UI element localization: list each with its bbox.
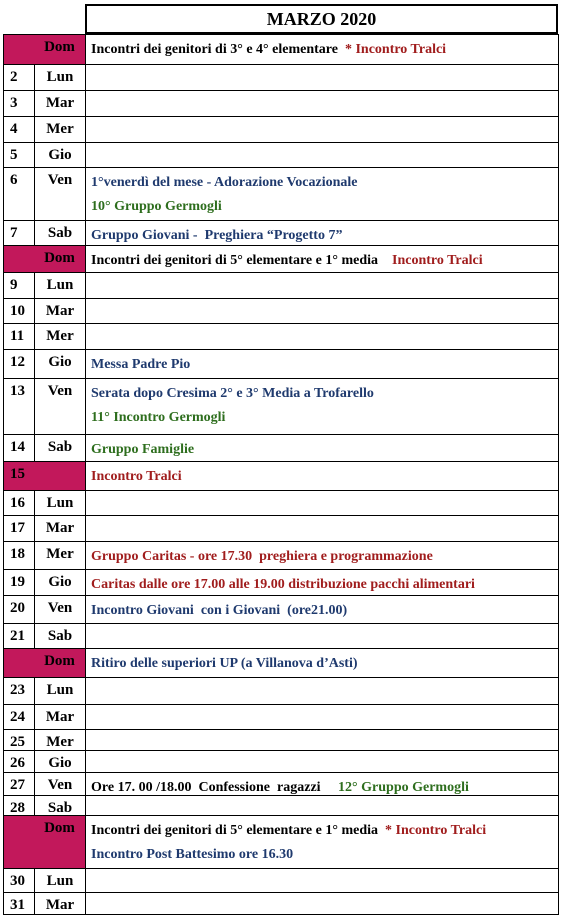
event-text: Messa Padre Pio [91,357,191,372]
day-name: Lun [34,64,86,91]
day-name: Ven [34,378,86,435]
day-events [85,298,559,324]
event-text: 12° Gruppo Germogli [338,780,469,795]
event-text: Incontro Giovani con i Giovani (ore21.00) [91,603,348,618]
event-text: Gruppo Giovani - Preghiera “Progetto 7” [91,228,343,243]
day-events [85,245,559,273]
event-text: Incontri dei genitori di 5° elementare e 1° media [91,823,385,838]
day-name: Mar [34,298,86,324]
day-name: Sab [34,220,86,246]
day-name: Gio [34,142,86,168]
day-name: Mer [34,116,86,143]
day-events [85,795,559,816]
day-name: Dom [3,34,86,65]
day-number: 24 [3,704,35,730]
event-text: 11° Incontro Germogli [91,410,226,425]
day-name: Dom [3,648,86,678]
day-number: 21 [3,623,35,649]
day-name: Ven [34,167,86,221]
event-text: Serata dopo Cresima 2° e 3° Media a Trofarello [91,386,374,401]
day-number: 16 [3,490,35,516]
day-name: Lun [34,490,86,516]
day-events [85,750,559,773]
day-number: 31 [3,892,35,915]
event-line [91,195,558,219]
day-name: Mar [34,704,86,730]
day-number: 14 [3,434,35,462]
day-events [85,34,559,65]
day-number: 7 [3,220,35,246]
day-number: 6 [3,167,35,221]
event-line [91,406,558,430]
day-events [85,272,559,299]
day-events [85,772,559,796]
day-name: Dom [3,815,86,869]
day-number: 18 [3,541,35,570]
calendar-title: MARZO 2020 [85,4,558,34]
day-name: Mar [34,892,86,915]
day-events [85,323,559,350]
event-line [91,353,558,377]
day-name: Dom [3,245,86,273]
event-line [91,249,558,273]
day-events [85,515,559,542]
day-events [85,116,559,143]
day-events [85,434,559,462]
day-name: Sab [34,623,86,649]
day-events [85,490,559,516]
event-text: Incontro Tralci [392,253,483,268]
day-number: 19 [3,569,35,596]
event-line [91,171,558,195]
day-events [85,623,559,649]
day-name: Gio [34,349,86,379]
day-number: 10 [3,298,35,324]
day-events [85,90,559,117]
event-text: * Incontro Tralci [385,823,487,838]
day-events [85,142,559,168]
day-number: 15 [3,461,86,491]
event-text: Ore 17. 00 /18.00 Confessione ragazzi [91,780,339,795]
event-line [91,224,558,246]
day-number: 2 [3,64,35,91]
day-events [85,704,559,730]
day-events [85,569,559,596]
event-line [91,38,558,62]
day-number: 30 [3,868,35,893]
day-name: Sab [34,434,86,462]
day-name: Ven [34,595,86,624]
day-events [85,729,559,751]
day-events [85,677,559,705]
day-number: 12 [3,349,35,379]
event-text: Caritas dalle ore 17.00 alle 19.00 distribuzione pacchi alimentari [91,577,475,592]
day-events [85,648,559,678]
day-number: 11 [3,323,35,350]
event-text: 1°venerdì del mese - Adorazione Vocazionale [91,175,358,190]
day-events [85,815,559,869]
event-line [91,776,558,796]
day-name: Mer [34,729,86,751]
day-name: Mar [34,515,86,542]
event-text: Gruppo Famiglie [91,442,195,457]
event-line [91,545,558,569]
event-line [91,438,558,462]
event-line [91,382,558,406]
day-events [85,541,559,570]
event-text: Incontro Tralci [91,469,182,484]
day-events [85,64,559,91]
event-text: Gruppo Caritas - ore 17.30 preghiera e programmazione [91,549,433,564]
event-line [91,573,558,596]
day-name: Lun [34,272,86,299]
day-number: 27 [3,772,35,796]
day-number: 25 [3,729,35,751]
day-events [85,167,559,221]
event-text: Incontri dei genitori di 3° e 4° elementare [91,42,345,57]
day-name: Mar [34,90,86,117]
day-number: 3 [3,90,35,117]
day-events [85,595,559,624]
day-number: 26 [3,750,35,773]
event-line [91,652,558,676]
day-number: 28 [3,795,35,816]
event-text: 10° Gruppo Germogli [91,199,222,214]
day-name: Gio [34,569,86,596]
event-text: Ritiro delle superiori UP (a Villanova d’Asti) [91,656,358,671]
day-events [85,892,559,915]
day-name: Ven [34,772,86,796]
day-name: Mer [34,323,86,350]
day-name: Lun [34,677,86,705]
day-events [85,868,559,893]
event-text: Incontro Post Battesimo ore 16.30 [91,847,294,862]
day-number: 5 [3,142,35,168]
event-line [91,465,558,489]
day-events [85,349,559,379]
day-number: 4 [3,116,35,143]
day-number: 23 [3,677,35,705]
event-text: Incontri dei genitori di 5° elementare e 1° media [91,253,392,268]
day-events [85,220,559,246]
day-name: Mer [34,541,86,570]
day-number: 20 [3,595,35,624]
day-number: 9 [3,272,35,299]
event-text: * Incontro Tralci [344,42,447,57]
event-line [91,599,558,623]
day-events [85,378,559,435]
day-name: Lun [34,868,86,893]
event-line [91,819,558,843]
day-number: 17 [3,515,35,542]
day-name: Gio [34,750,86,773]
day-name: Sab [34,795,86,816]
day-number: 13 [3,378,35,435]
day-events [85,461,559,491]
event-line [91,843,558,867]
